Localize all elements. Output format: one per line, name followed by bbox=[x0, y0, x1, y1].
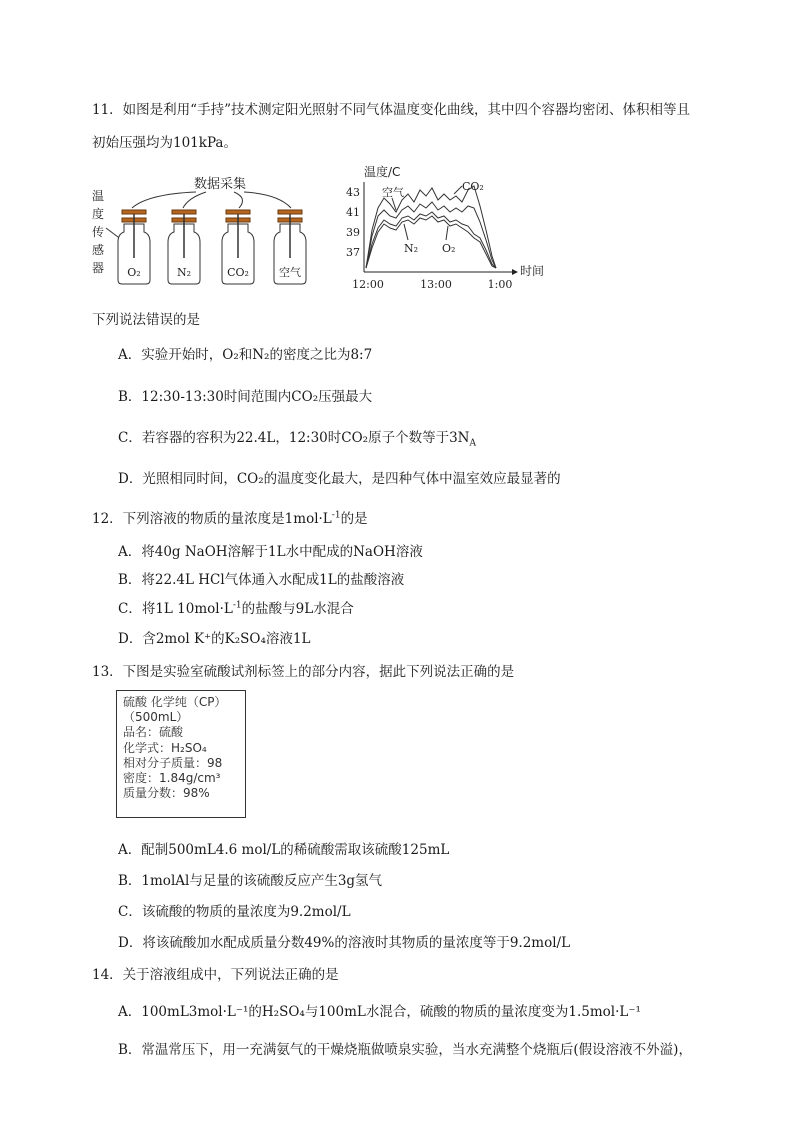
q11-prompt: 下列说法错误的是 bbox=[92, 312, 200, 328]
xtick: 12:00 bbox=[352, 278, 384, 291]
q14-option-a: A．100mL3mol·L⁻¹的H₂SO₄与100mL水混合，硫酸的物质的量浓度变为1.5mol·L⁻¹ bbox=[118, 1004, 641, 1020]
q14-stem: 14．关于溶液组成中，下列说法正确的是 bbox=[92, 967, 339, 983]
q14-option-b: B．常温常压下，用一充满氨气的干燥烧瓶做喷泉实验，当水充满整个烧瓶后(假设溶液不外溢)， bbox=[118, 1042, 692, 1058]
data-collect-label: 数据采集 bbox=[193, 177, 247, 192]
reagent-label-line: 品名：硫酸 bbox=[123, 725, 184, 740]
q13-option-d: D．将该硫酸加水配成质量分数49%的溶液时其物质的量浓度等于9.2mol/L bbox=[118, 935, 571, 951]
q12-option-b: B．将22.4L HCl气体通入水配成1L的盐酸溶液 bbox=[118, 572, 405, 588]
reagent-label-line: 质量分数：98% bbox=[123, 786, 210, 801]
ytick: 39 bbox=[346, 226, 360, 239]
reagent-label-line: 硫酸 化学纯（CP） bbox=[123, 695, 227, 709]
svg-text:器: 器 bbox=[92, 261, 105, 275]
q13-option-b: B．1molAl与足量的该硫酸反应产生3g氢气 bbox=[118, 873, 383, 889]
chart-xlabel: 时间 bbox=[520, 264, 544, 278]
q11-option-b: B．12:30-13:30时间范围内CO₂压强最大 bbox=[118, 389, 373, 405]
q11-stem-line2: 初始压强均为101kPa。 bbox=[92, 135, 237, 151]
ytick: 43 bbox=[346, 186, 360, 199]
curve-o2 bbox=[366, 216, 496, 268]
svg-text:温: 温 bbox=[92, 189, 105, 203]
ytick: 37 bbox=[346, 246, 360, 259]
ytick: 41 bbox=[346, 206, 360, 219]
series-label-n2: N₂ bbox=[404, 242, 419, 255]
q11-option-d: D．光照相同时间，CO₂的温度变化最大，是四种气体中温室效应最显著的 bbox=[118, 471, 561, 487]
svg-text:O₂: O₂ bbox=[127, 266, 141, 279]
q13-option-c: C．该硫酸的物质的量浓度为9.2mol/L bbox=[118, 904, 351, 920]
bottle-o2 bbox=[118, 210, 150, 284]
reagent-label bbox=[116, 690, 246, 818]
sensor-label bbox=[92, 189, 104, 275]
q13-stem: 13．下图是实验室硫酸试剂标签上的部分内容，据此下列说法正确的是 bbox=[92, 664, 515, 680]
xtick: 13:00 bbox=[420, 278, 452, 291]
svg-text:度: 度 bbox=[92, 207, 105, 221]
reagent-label-line: 化学式：H₂SO₄ bbox=[123, 740, 207, 755]
q13-option-a: A．配制500mL4.6 mol/L的稀硫酸需取该硫酸125mL bbox=[118, 842, 450, 858]
bottle-co2 bbox=[222, 210, 254, 284]
svg-text:感: 感 bbox=[92, 243, 105, 257]
bottle-air bbox=[274, 210, 306, 284]
q11-stem-line1: 11．如图是利用“手持”技术测定阳光照射不同气体温度变化曲线，其中四个容器均密闭、体积相等且 bbox=[92, 102, 690, 118]
bottle-n2 bbox=[168, 210, 200, 284]
svg-text:N₂: N₂ bbox=[176, 266, 192, 279]
series-label-air: 空气 bbox=[382, 186, 404, 199]
q12-stem: 12．下列溶液的物质的量浓度是$1mol\cdot L^{-1}$的是 bbox=[92, 510, 368, 527]
xtick: 1:00 bbox=[487, 278, 513, 291]
q12-option-c: C．将1L $10mol\cdot L^{-1}$的盐酸与9L水混合 bbox=[118, 600, 354, 617]
reagent-label-line: 相对分子质量：98 bbox=[123, 755, 223, 770]
series-label-o2: O₂ bbox=[442, 242, 456, 255]
svg-text:传: 传 bbox=[92, 225, 105, 239]
reagent-label-line: 密度：1.84g/cm³ bbox=[123, 771, 221, 786]
reagent-label-line: （500mL） bbox=[123, 710, 189, 725]
apparatus-diagram bbox=[88, 168, 338, 290]
q12-option-a: A．将40g NaOH溶解于1L水中配成的NaOH溶液 bbox=[118, 544, 423, 560]
q11-option-c: C．若容器的容积为22.4L，12:30时CO₂原子个数等于$3N_A$ bbox=[118, 430, 476, 449]
svg-text:空气: 空气 bbox=[279, 266, 301, 279]
q12-option-d: D．含2mol K⁺的K₂SO₄溶液1L bbox=[118, 631, 311, 647]
temperature-chart bbox=[344, 160, 544, 292]
series-label-co2: CO₂ bbox=[462, 180, 484, 193]
q11-option-a: A．实验开始时，O₂和N₂的密度之比为8:7 bbox=[118, 347, 373, 363]
chart-ylabel: 温度/C bbox=[364, 165, 401, 179]
curve-air bbox=[366, 202, 496, 268]
svg-text:CO₂: CO₂ bbox=[227, 266, 249, 279]
